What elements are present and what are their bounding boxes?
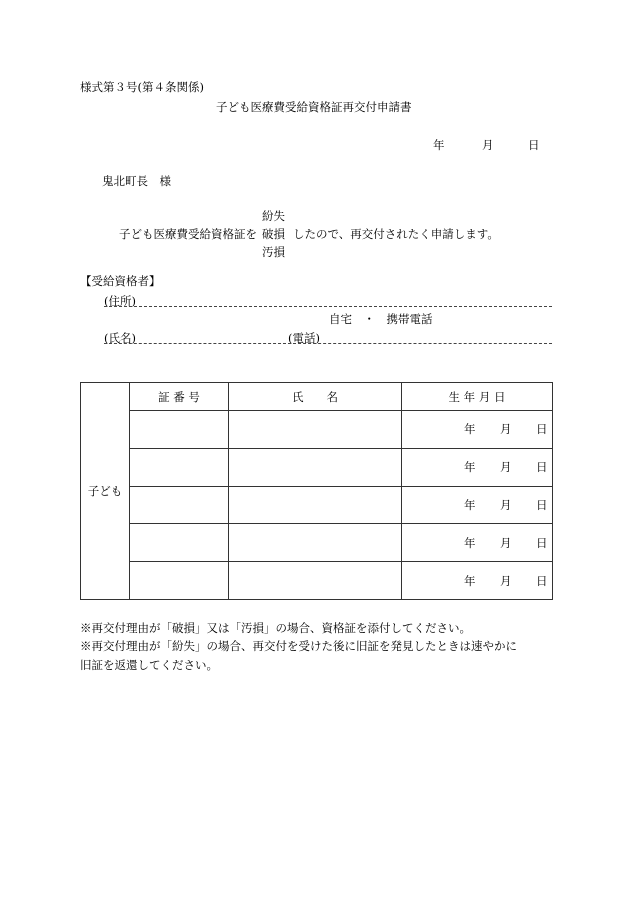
date-year: 年 [433,138,445,152]
table-row [81,411,553,449]
birth-year: 年 [464,460,476,475]
date-month: 月 [482,138,494,152]
note-line: ※再交付理由が「破損」又は「汚損」の場合、資格証を添付してください。 [80,621,471,635]
table-row [81,448,553,486]
page-title: 子ども医療費受給資格証再交付申請書 [216,100,412,114]
birth-year: 年 [464,422,476,437]
child-name-cell[interactable] [229,486,402,524]
birth-month: 月 [500,573,512,588]
table-header-row [81,383,553,411]
name-label: (氏名) [104,331,136,345]
form-number: 様式第３号(第４条関係) [80,80,204,94]
phone-type-label: 自宅 ・ 携帯電話 [329,312,433,326]
children-row-header: 子ども [81,383,130,600]
birth-day: 日 [536,535,548,550]
birth-month: 月 [500,497,512,512]
note-line: 旧証を返還してください。 [80,658,218,672]
table-row [81,562,553,600]
option-damaged[interactable]: 破損 [262,227,285,241]
note-line: ※再交付理由が「紛失」の場合、再交付を受けた後に旧証を発見したときは速やかに [80,639,517,653]
cert-number-cell[interactable] [130,411,229,449]
cert-number-cell[interactable] [130,562,229,600]
birthdate-cell[interactable] [402,562,553,600]
birth-month: 月 [500,422,512,437]
birthdate-cell[interactable] [402,486,553,524]
birth-day: 日 [536,460,548,475]
child-name-cell[interactable] [229,448,402,486]
phone-field[interactable] [288,343,552,344]
request-prefix: 子ども医療費受給資格証を [119,227,257,241]
birth-day: 日 [536,497,548,512]
address-label: (住所) [104,294,136,308]
birth-year: 年 [464,573,476,588]
child-name-cell[interactable] [229,411,402,449]
birthdate-cell[interactable] [402,524,553,562]
col-cert-number: 証 番 号 [130,383,229,411]
table-row [81,524,553,562]
name-field[interactable] [104,343,286,344]
request-suffix: したので、再交付されたく申請します。 [293,227,499,241]
children-table [80,382,553,600]
birth-month: 月 [500,460,512,475]
table-row [81,486,553,524]
cert-number-cell[interactable] [130,524,229,562]
addressee: 鬼北町長 様 [102,174,171,188]
col-name: 氏 名 [229,383,402,411]
birth-day: 日 [536,573,548,588]
birthdate-cell[interactable] [402,411,553,449]
recipient-label: 【受給資格者】 [80,274,161,288]
phone-label: (電話) [288,331,320,345]
col-birthdate: 生 年 月 日 [402,383,553,411]
birth-year: 年 [464,535,476,550]
date-day: 日 [528,138,540,152]
birth-month: 月 [500,535,512,550]
option-lost[interactable]: 紛失 [262,209,285,223]
cert-number-cell[interactable] [130,486,229,524]
address-field[interactable] [104,306,552,307]
birthdate-cell[interactable] [402,448,553,486]
birth-day: 日 [536,422,548,437]
birth-year: 年 [464,497,476,512]
child-name-cell[interactable] [229,524,402,562]
cert-number-cell[interactable] [130,448,229,486]
child-name-cell[interactable] [229,562,402,600]
option-soiled[interactable]: 汚損 [262,245,285,259]
